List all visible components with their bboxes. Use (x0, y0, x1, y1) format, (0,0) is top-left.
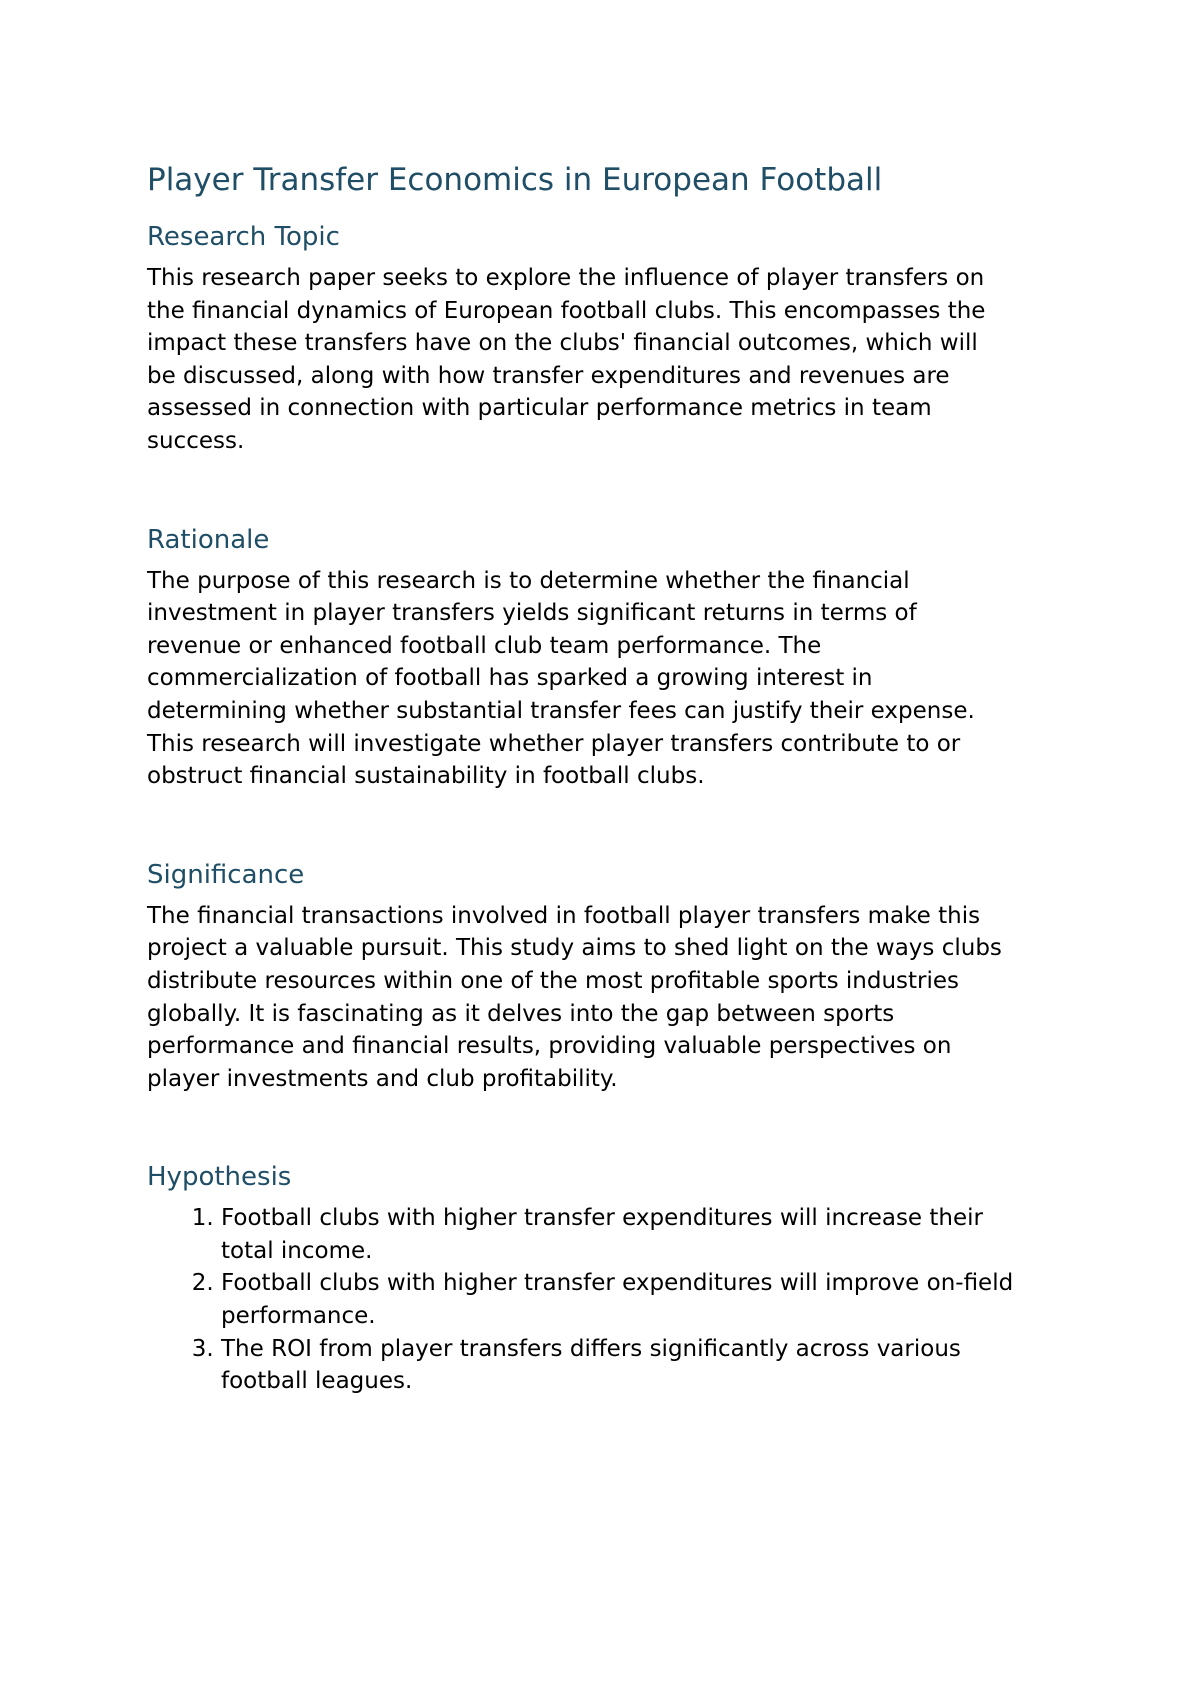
section-hypothesis (147, 1160, 1072, 1398)
rationale-paragraph (147, 565, 1072, 793)
significance-heading: Significance (147, 859, 305, 890)
paragraph-line: investment in player transfers yields significant returns in terms of (147, 600, 917, 627)
paragraph-line: be discussed, along with how transfer expenditures and revenues are (147, 362, 950, 389)
section-research-topic (147, 220, 1072, 458)
paragraph-line: obstruct financial sustainability in football clubs. (147, 763, 705, 790)
research-topic-heading: Research Topic (147, 222, 340, 252)
hypothesis-text (221, 1267, 1072, 1332)
hypothesis-line: The ROI from player transfers differs significantly across various (221, 1335, 961, 1362)
hypothesis-line: total income. (221, 1237, 373, 1264)
paragraph-line: globally. It is fascinating as it delves into the gap between sports (147, 1000, 895, 1027)
paragraph-line: This research paper seeks to explore the influence of player transfers on (147, 265, 985, 291)
significance-paragraph (147, 900, 1072, 1096)
document-title: Player Transfer Economics in European Football (147, 162, 883, 198)
paragraph-line: player investments and club profitability. (147, 1065, 618, 1092)
paragraph-line: the financial dynamics of European football clubs. This encompasses the (147, 297, 986, 324)
section-rationale (147, 523, 1072, 793)
paragraph-line: distribute resources within one of the most profitable sports industries (147, 967, 959, 994)
hypothesis-heading: Hypothesis (147, 1162, 292, 1193)
paragraph-line: commercialization of football has sparked a growing interest in (147, 665, 873, 692)
paragraph-line: performance and financial results, providing valuable perspectives on (147, 1033, 952, 1060)
document-page (147, 160, 1072, 1398)
paragraph-line: revenue or enhanced football club team performance. The (147, 632, 822, 659)
hypothesis-item (147, 1267, 1072, 1332)
hypothesis-item (147, 1202, 1072, 1267)
paragraph-line: The purpose of this research is to determine whether the financial (147, 567, 910, 594)
hypothesis-line: Football clubs with higher transfer expenditures will increase their (221, 1205, 983, 1232)
hypothesis-text (221, 1333, 1072, 1398)
hypothesis-number: 3. (191, 1335, 214, 1362)
paragraph-line: impact these transfers have on the clubs' financial outcomes, which will (147, 330, 978, 357)
hypothesis-line: performance. (221, 1303, 376, 1330)
paragraph-line: success. (147, 427, 245, 454)
hypothesis-line: Football clubs with higher transfer expenditures will improve on-field (221, 1270, 1014, 1297)
hypothesis-number: 1. (191, 1205, 214, 1232)
rationale-heading: Rationale (147, 524, 270, 555)
hypothesis-list (147, 1202, 1072, 1398)
paragraph-line: project a valuable pursuit. This study aims to shed light on the ways clubs (147, 935, 1002, 962)
research-topic-paragraph (147, 262, 1072, 458)
hypothesis-item (147, 1333, 1072, 1398)
section-significance (147, 858, 1072, 1096)
hypothesis-line: football leagues. (221, 1368, 413, 1395)
hypothesis-text (221, 1202, 1072, 1267)
paragraph-line: This research will investigate whether player transfers contribute to or (147, 730, 961, 757)
paragraph-line: assessed in connection with particular performance metrics in team (147, 395, 932, 422)
hypothesis-number: 2. (191, 1270, 214, 1297)
paragraph-line: determining whether substantial transfer fees can justify their expense. (147, 697, 975, 724)
paragraph-line: The financial transactions involved in football player transfers make this (147, 902, 981, 929)
